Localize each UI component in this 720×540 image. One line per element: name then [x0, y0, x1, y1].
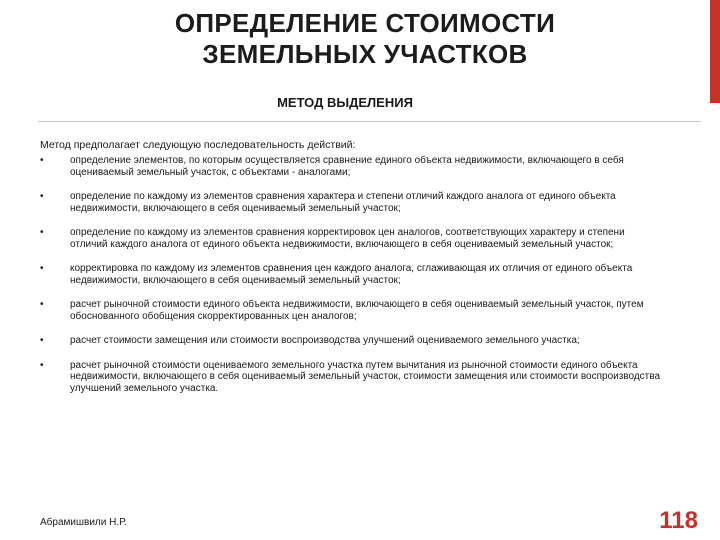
slide-title — [120, 8, 610, 70]
intro-text: Метод предполагает следующую последовательность действий: — [40, 139, 356, 151]
bullet-text: определение по каждому из элементов сравнения характера и степени отличий каждого аналога от единого объекта недвижимости, включающего в себя оцениваемый земельный участок; — [70, 191, 616, 214]
bullet-text: расчет рыночной стоимости оцениваемого земельного участка путем вычитания из рыночной стоимости единого объекта недвижимости, включающего в себя оцениваемый земельный участок, стоимости замещения или стоимости воспроизводства улучшений земельного участка. — [70, 359, 661, 394]
bullet-text: расчет рыночной стоимости единого объекта недвижимости, включающего в себя оцениваемый земельный участок, путем обоснованного обобщения скорректированных цен аналогов; — [70, 299, 644, 322]
bullet-item — [40, 227, 662, 250]
author-footer: Абрамишвили Н.Р. — [40, 517, 127, 528]
slide-subtitle: МЕТОД ВЫДЕЛЕНИЯ — [277, 95, 413, 110]
bullet-item — [40, 335, 662, 347]
slide-title-line-2: ЗЕМЕЛЬНЫХ УЧАСТКОВ — [202, 39, 528, 69]
bullet-text: корректировка по каждому из элементов сравнения цен каждого аналога, сглаживающая их отличия от единого объекта недвижимости, включающего в себя оцениваемый земельный участок; — [70, 263, 633, 286]
bullet-marker: • — [40, 359, 44, 371]
bullet-text: определение элементов, по которым осуществляется сравнение единого объекта недвижимости, включающего в себя оцениваемый земельный участок, с объектами - аналогами; — [70, 155, 624, 178]
slide-title-line-1: ОПРЕДЕЛЕНИЕ СТОИМОСТИ — [174, 8, 556, 38]
bullet-item — [40, 191, 662, 214]
bullet-marker: • — [40, 227, 44, 238]
bullet-marker: • — [40, 191, 44, 202]
divider — [38, 121, 701, 122]
bullet-item — [40, 263, 662, 286]
bullet-text: расчет стоимости замещения или стоимости воспроизводства улучшений оцениваемого земельного участка; — [70, 335, 580, 346]
page-number: 118 — [659, 507, 698, 534]
bullet-item — [40, 299, 662, 322]
bullet-item — [40, 360, 662, 395]
bullet-marker: • — [40, 299, 44, 310]
bullet-marker: • — [40, 335, 44, 346]
bullet-marker: • — [40, 263, 44, 274]
bullet-item — [40, 155, 662, 178]
bullet-text: определение по каждому из элементов сравнения корректировок цен аналогов, соответствующих характеру и степени отличий каждого аналога от единого объекта недвижимости, включающего в себя оцениваемый земельный участок; — [70, 227, 625, 250]
bullet-list — [40, 155, 662, 407]
accent-bar — [710, 0, 720, 103]
bullet-marker: • — [40, 155, 44, 166]
